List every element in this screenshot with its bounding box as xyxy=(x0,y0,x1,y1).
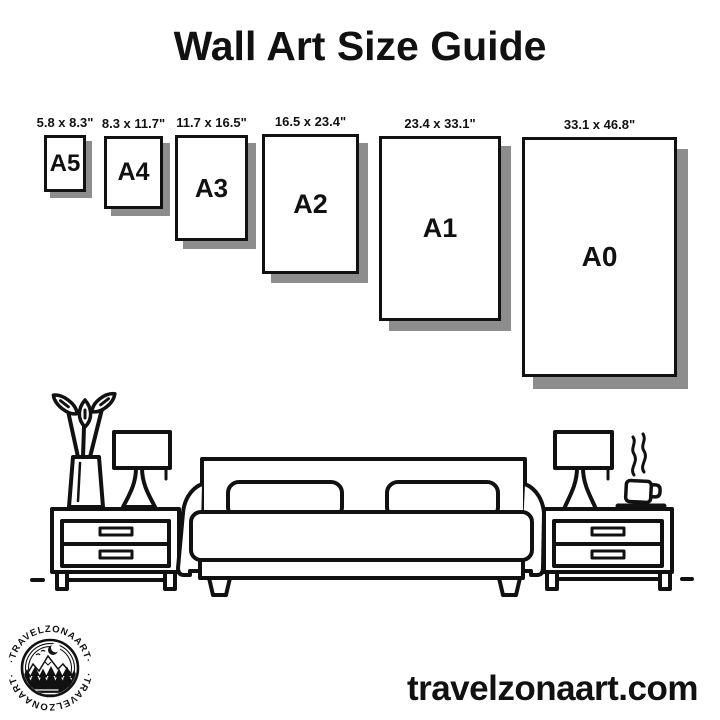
size-dimensions-label: 16.5 x 23.4" xyxy=(274,114,347,129)
logo-ring-text-bottom: ·TRAVELZONAART· xyxy=(6,672,94,713)
logo-ring-text-top: ·TRAVELZONAART· xyxy=(6,623,94,664)
size-item-a4 xyxy=(101,116,166,209)
size-dimensions-label: 23.4 x 33.1" xyxy=(404,116,476,131)
paper-preview-a5 xyxy=(44,135,86,192)
size-item-a0 xyxy=(522,117,677,377)
size-item-a2 xyxy=(262,114,359,274)
size-item-a3 xyxy=(175,115,248,241)
size-item-a5 xyxy=(36,115,94,192)
coffee-cup-icon xyxy=(618,434,664,506)
nightstand-left-icon xyxy=(52,509,179,589)
size-dimensions-label: 5.8 x 8.3" xyxy=(36,115,94,130)
paper-preview-a0 xyxy=(522,137,677,377)
page-title: Wall Art Size Guide xyxy=(173,23,547,69)
size-letter: A2 xyxy=(293,188,328,219)
size-letter: A5 xyxy=(49,149,81,177)
steam-icon xyxy=(643,434,646,472)
table-lamp-right-icon xyxy=(555,432,612,509)
paper-preview-a2 xyxy=(262,134,359,274)
paper-preview-a1 xyxy=(379,136,501,321)
size-dimensions-label: 8.3 x 11.7" xyxy=(101,116,166,131)
brand-logo-badge xyxy=(1,614,99,718)
size-letter: A1 xyxy=(422,213,458,243)
size-letter: A3 xyxy=(194,172,229,203)
steam-icon xyxy=(633,437,636,475)
bed-foot-right xyxy=(499,578,520,595)
bedroom-illustration xyxy=(20,385,700,600)
size-letter: A4 xyxy=(117,158,150,186)
paper-preview-a4 xyxy=(104,136,163,209)
size-dimensions-label: 11.7 x 16.5" xyxy=(176,115,247,130)
size-item-a1 xyxy=(379,116,501,321)
potted-plant-icon xyxy=(50,390,118,507)
size-letter: A0 xyxy=(581,241,618,272)
double-bed-icon xyxy=(178,459,544,595)
paper-preview-a3 xyxy=(175,135,248,241)
bed-foot-left xyxy=(209,578,230,595)
website-url: travelzonaart.com xyxy=(406,669,698,708)
table-lamp-left-icon xyxy=(114,432,170,507)
size-dimensions-label: 33.1 x 46.8" xyxy=(563,117,636,132)
